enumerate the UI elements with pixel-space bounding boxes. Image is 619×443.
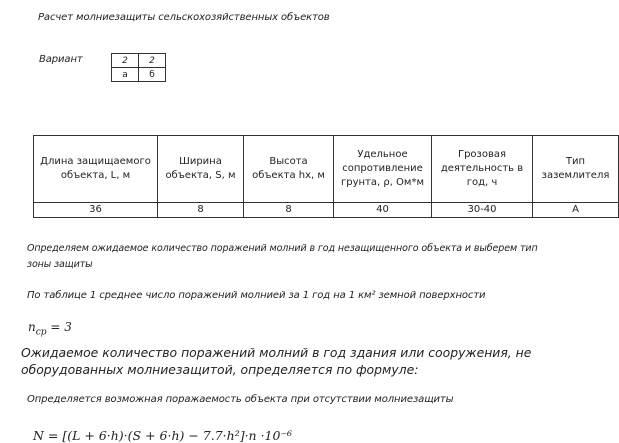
variant-cell: 2	[112, 54, 139, 68]
header-width: Ширина объекта, S, м	[158, 136, 244, 203]
page-title: Расчет молниезащиты сельскохозяйственных объектов	[38, 12, 330, 23]
value-height: 8	[244, 203, 334, 218]
variant-row	[112, 54, 166, 68]
variant-table	[111, 53, 166, 82]
ncp-subscript: ср	[35, 327, 47, 338]
ncp-formula	[28, 320, 72, 337]
strike-count-formula: N = [(L + 6·h)·(S + 6·h) − 7.7·h²]·n ·10⁻⁶	[33, 428, 293, 443]
header-soil-resistivity: Удельное сопротивление грунта, ρ, Ом*м	[334, 136, 432, 203]
paragraph-formula-intro: Ожидаемое количество поражений молний в год здания или сооружения, не	[21, 345, 532, 360]
value-soil-resistivity: 40	[334, 203, 432, 218]
paragraph-expected-strikes-cont: зоны защиты	[27, 259, 93, 270]
ncp-symbol: n	[28, 320, 36, 334]
variant-cell: а	[112, 68, 139, 82]
variant-cell: б	[139, 68, 166, 82]
header-length: Длина защищаемого объекта, L, м	[34, 136, 158, 203]
paragraph-expected-strikes: Определяем ожидаемое количество поражений молний в год незащищенного объекта и выберем тип	[27, 243, 538, 254]
value-thunderstorm-activity: 30-40	[432, 203, 533, 218]
variant-row	[112, 68, 166, 82]
parameters-table	[33, 135, 619, 218]
ncp-value: = 3	[50, 320, 72, 334]
header-grounding-type: Тип заземлителя	[533, 136, 619, 203]
value-length: 36	[34, 203, 158, 218]
paragraph-formula-intro-cont: оборудованных молниезащитой, определяется по формуле:	[21, 362, 419, 377]
header-height: Высота объекта hx, м	[244, 136, 334, 203]
header-thunderstorm-activity: Грозовая деятельность в год, ч	[432, 136, 533, 203]
paragraph-table-reference: По таблице 1 среднее число поражений молнией за 1 год на 1 км² земной поверхности	[27, 290, 486, 301]
value-width: 8	[158, 203, 244, 218]
value-grounding-type: А	[533, 203, 619, 218]
variant-label: Вариант	[39, 54, 83, 65]
table-row	[34, 203, 619, 218]
variant-cell: 2	[139, 54, 166, 68]
paragraph-vulnerability: Определяется возможная поражаемость объекта при отсутствии молниезащиты	[27, 394, 454, 405]
table-header-row	[34, 136, 619, 203]
